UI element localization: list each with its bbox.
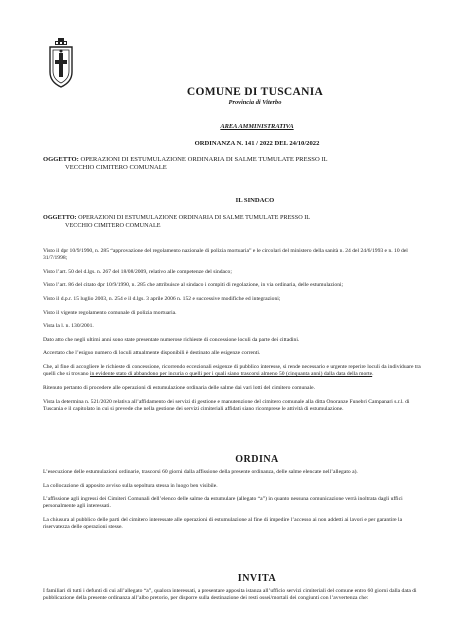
paragraph: Visto il vigente regolamento comunale di polizia mortuaria.: [43, 309, 177, 316]
oggetto-line-1: OPERAZIONI DI ESTUMULAZIONE ORDINARIA DI SALME TUMULATE PRESSO IL: [78, 156, 328, 163]
underlined-text: in evidente stato di abbandono per incuria o quelli per i quali siano trascorsi almeno 50 (cinquanta anni) dalla data della morte: [89, 371, 373, 378]
paragraph: L’affissione agli ingressi dei Cimiteri Comunali dell’elenco delle salme da estumulare (allegato “a”) in quanto nessuna comunicazione verrà inoltrata dagli uffici personalmente agli interessati.: [43, 496, 403, 510]
ordinanza-number: ORDINANZA N. 141 / 2022 DEL 24/10/2022: [194, 140, 320, 147]
oggetto-label: OGGETTO:: [43, 156, 79, 163]
oggetto-detail-line-2: VECCHIO CIMITERO COMUNALE: [65, 222, 161, 229]
paragraph: Vista la l. n. 130/2001.: [43, 323, 94, 330]
paragraph: Visto l’art. 86 del citato dpr 10/9/1990, n. 285 che attribuisce al sindaco i compiti di regolazione, in via ordinaria, delle estumulazioni;: [43, 282, 344, 289]
paragraph: Visto il d.p.r. 15 luglio 2003, n. 254 e il d.lgs. 3 aprile 2006 n. 152 e successive modifiche ed integrazioni;: [43, 296, 281, 303]
oggetto-detail-line-1: OPERAZIONI DI ESTUMULAZIONE ORDINARIA DI SALME TUMULATE PRESSO IL: [76, 214, 311, 221]
paragraph: Accertato che l’esiguo numero di loculi attualmente disponibili è destinato alle esigenze correnti.: [43, 350, 261, 357]
provincia-subtitle: Provincia di Viterbo: [228, 99, 282, 106]
paragraph: La collocazione di apposito avviso sulla sepoltura stessa in luogo ben visibile.: [43, 482, 218, 489]
ordina-section: [43, 469, 423, 538]
sindaco-heading: IL SINDACO: [235, 197, 275, 204]
paragraph: I familiari di tutti i defunti di cui all’allegato “a”, qualora interessati, a presentare apposita istanza all’ufficio servizi cimiteriali del comune entro 60 giorni dalla data di pubblicazione della presente ordinanza all’albo pretorio, per disporre sulla destinazione dei resti ossei/mortali dei congiunti con l’avvertenza che:: [43, 588, 417, 602]
comune-title: COMUNE DI TUSCANIA: [186, 86, 324, 98]
paragraph: Visto l’art. 50 del d.lgs. n. 267 del 18/08/2009, relativo alle competenze del sindaco;: [43, 268, 232, 275]
oggetto-detail-label: OGGETTO:: [43, 214, 77, 221]
paragraph: [43, 364, 423, 379]
oggetto-detail: [43, 214, 423, 230]
invita-heading: INVITA: [237, 573, 277, 584]
paragraph: L’esecuzione delle estumulazioni ordinarie, trascorsi 60 giorni dalla affissione della presente ordinanza, delle salme elencate nell’allegato a).: [43, 469, 358, 475]
paragraph-text: Che, al fine di accogliere le richieste di concessione, ricorrendo eccezionali esigenze di pubblico interesse, si rende necessario e urgente reperire loculi da individuare tra quelli che si trovano: [43, 364, 421, 378]
area-heading: AREA AMMINISTRATIVA: [220, 123, 294, 130]
ordina-heading: ORDINA: [235, 454, 279, 465]
premesse-section: [43, 248, 423, 419]
oggetto-summary: [43, 156, 433, 173]
municipal-crest-icon: [46, 38, 76, 88]
paragraph: Vista la determina n. 521/2020 relativa all’affidamento dei servizi di gestione e manutenzione del cimitero comunale alla ditta Onoranze Funebri Campanari s.r.l. di Tuscania e il capitolato in cui si prevede che nella gestione dei servizi cimiteriali affidati siano ricomprese le attività di estumulazione.: [43, 398, 410, 412]
paragraph: Ritenuto pertanto di procedere alle operazioni di estumulazione ordinaria delle salme dai vari lotti del cimitero comunale.: [43, 384, 315, 391]
paragraph: Visto il dpr 10/9/1990, n. 285 “approvazione del regolamento nazionale di polizia mortuaria” e le circolari del ministero della sanità n. 24 del 24/6/1993 e n. 10 del 31/7/1998;: [43, 248, 408, 262]
invita-section: [43, 588, 423, 603]
paragraph: La chiusura al pubblico delle parti del cimitero interessate alle operazioni di estumulazione al fine di impedire l’accesso ai non addetti ai lavori e per garantire la riservatezza delle operazioni stesse.: [43, 517, 403, 531]
paragraph-text: .: [372, 371, 374, 378]
paragraph: Dato atto che negli ultimi anni sono state presentate numerose richieste di concessione loculi da parte dei cittadini.: [43, 336, 300, 343]
oggetto-line-2: VECCHIO CIMITERO COMUNALE: [65, 164, 167, 172]
